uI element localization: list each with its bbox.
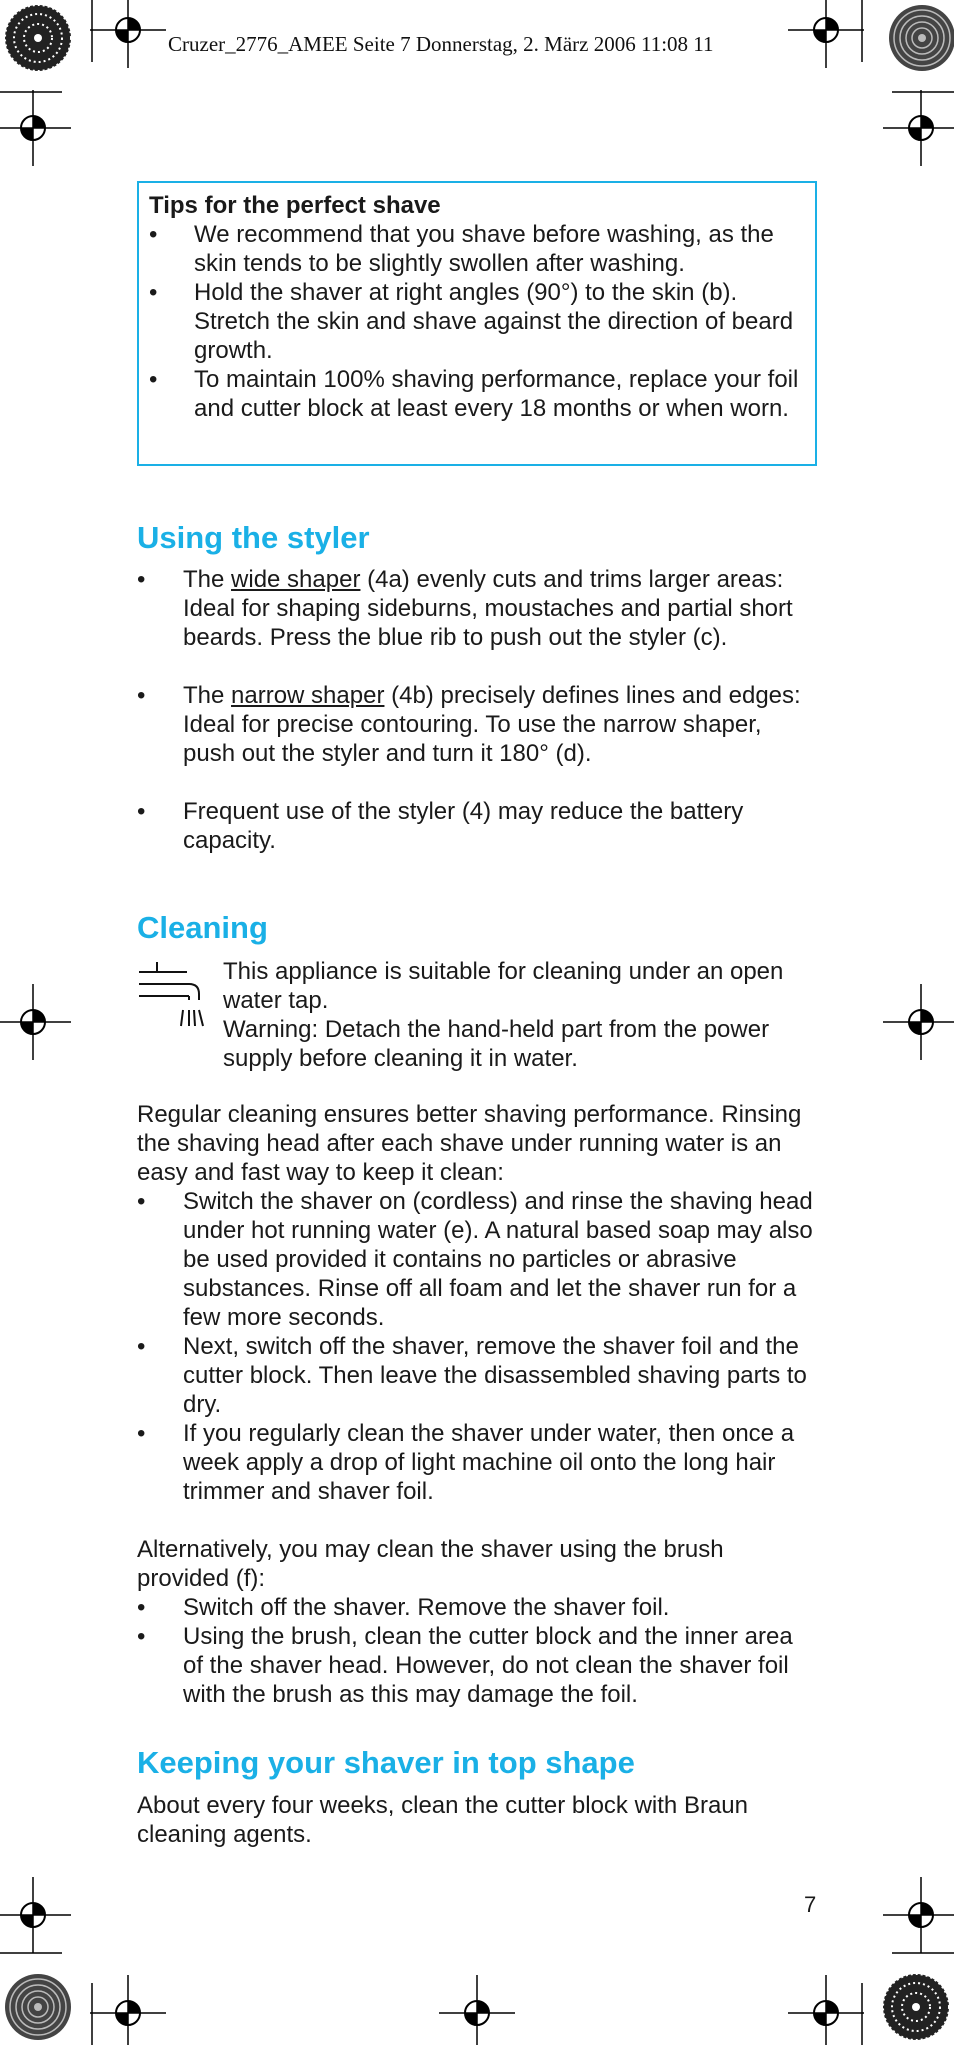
topshape-heading: Keeping your shaver in top shape [137,1745,635,1780]
water-tap-icon [137,960,207,1028]
tips-title: Tips for the perfect shave [149,192,441,219]
crosshair-icon [90,0,166,68]
list-item: • Frequent use of the styler (4) may reduce the battery capacity. [137,798,744,854]
cleaning-intro: Regular cleaning ensures better shaving performance. Rinsing the shaving head after each shave under running water is an easy and fast way to keep it clean: [137,1101,802,1186]
crosshair-icon [0,984,71,1060]
styler-section [137,565,819,855]
list-item: • Switch the shaver on (cordless) and rinse the shaving head under hot running water (e). A natural based soap may also be used provided it contains no particles or abrasive substances. Rinse off all foam and let the shaver run for a few more seconds. [137,1188,813,1331]
registration-rings-icon [889,5,954,71]
crosshair-icon [0,1877,71,1953]
tips-box [137,181,817,466]
crosshair-icon [788,1975,864,2045]
registration-rosette-icon [5,5,71,71]
crosshair-icon [788,0,864,68]
crosshair-icon [883,984,954,1060]
list-item: • Switch off the shaver. Remove the shaver foil. [137,1594,670,1621]
page-number: 7 [804,1892,817,1917]
brush-intro: Alternatively, you may clean the shaver using the brush provided (f): [137,1536,724,1592]
tap-note: This appliance is suitable for cleaning under an open water tap. Warning: Detach the hand-held part from the power supply before cleaning it in water. [223,958,784,1072]
cleaning-section [137,1100,819,1709]
list-item: • The wide shaper (4a) evenly cuts and trims larger areas: Ideal for shaping sideburns, moustaches and partial short beards. Press the blue rib to push out the styler (c). [137,566,793,651]
crosshair-icon [883,90,954,166]
crosshair-icon [439,1975,515,2045]
tips-list [149,220,805,423]
cleaning-heading: Cleaning [137,910,268,945]
narrow-shaper-term: narrow shaper [231,682,385,709]
wide-shaper-term: wide shaper [231,566,361,593]
print-slug: Cruzer_2776_AMEE Seite 7 Donnerstag, 2. März 2006 11:08 11 [168,32,714,56]
registration-rosette-icon [883,1974,949,2040]
styler-heading: Using the styler [137,520,370,555]
crosshair-icon [0,90,71,166]
topshape-text: About every four weeks, clean the cutter block with Braun cleaning agents. [137,1792,748,1848]
list-item: • The narrow shaper (4b) precisely defines lines and edges: Ideal for precise contouring. To use the narrow shaper, push out the styler and turn it 180° (d). [137,682,801,767]
list-item: • Hold the shaver at right angles (90°) to the skin (b). Stretch the skin and shave against the direction of beard growth. [149,279,794,364]
topshape-section [137,1791,819,1849]
list-item: • To maintain 100% shaving performance, replace your foil and cutter block at least every 18 months or when worn. [149,366,799,422]
crosshair-icon [90,1975,166,2045]
list-item: • Using the brush, clean the cutter block and the inner area of the shaver head. However, do not clean the shaver foil with the brush as this may damage the foil. [137,1623,793,1708]
list-item: • Next, switch off the shaver, remove the shaver foil and the cutter block. Then leave the disassembled shaving parts to dry. [137,1333,807,1418]
list-item: • If you regularly clean the shaver under water, then once a week apply a drop of light machine oil onto the long hair trimmer and shaver foil. [137,1420,795,1505]
registration-rings-icon [5,1974,71,2040]
list-item: • We recommend that you shave before washing, as the skin tends to be slightly swollen after washing. [149,221,774,277]
crosshair-icon [883,1877,954,1953]
